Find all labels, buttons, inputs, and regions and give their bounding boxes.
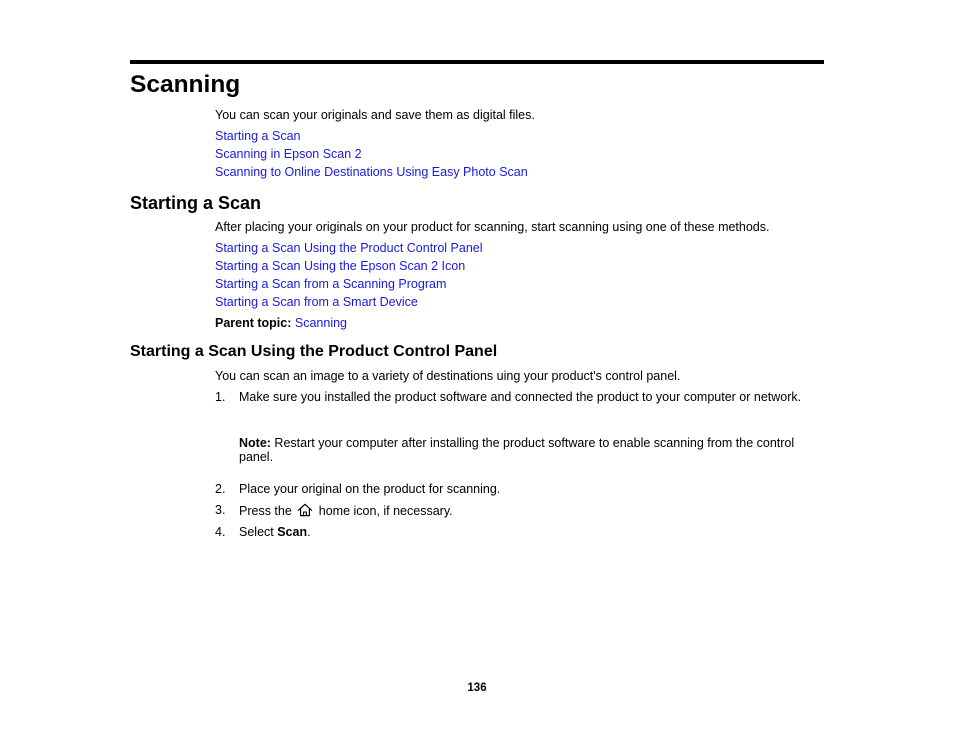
step-3-after: home icon, if necessary. [315,504,453,518]
link-scanning-online-destinations[interactable]: Scanning to Online Destinations Using Easy Photo Scan [215,165,528,179]
step-4-number: 4. [215,525,226,539]
parent-topic [215,316,347,330]
step-1-text: Make sure you installed the product software and connected the product to your computer or network. [239,390,802,404]
note-body: Restart your computer after installing the product software to enable scanning from the control panel. [239,436,795,464]
section1-text: After placing your originals on your product for scanning, start scanning using one of these methods. [215,220,770,234]
home-icon [297,503,313,517]
link-starting-a-scan[interactable]: Starting a Scan [215,129,301,143]
step-4-before: Select [239,525,278,539]
parent-topic-label: Parent topic: [215,316,295,330]
step-2-number: 2. [215,482,226,496]
step-4-bold: Scan [277,525,308,539]
link-scanning-in-epson-scan-2[interactable]: Scanning in Epson Scan 2 [215,147,362,161]
link-scan-smart-device[interactable]: Starting a Scan from a Smart Device [215,295,418,309]
section-heading-control-panel: Starting a Scan Using the Product Control Panel [130,343,498,360]
parent-topic-link[interactable]: Scanning [294,316,347,330]
link-scan-epson-scan-2-icon[interactable]: Starting a Scan Using the Epson Scan 2 Icon [215,259,466,273]
step-4-after: . [307,525,311,539]
note-label: Note: [239,436,271,450]
step-1-number: 1. [215,390,226,404]
intro-text: You can scan your originals and save them as digital files. [215,108,535,122]
section-heading-starting-a-scan: Starting a Scan [130,193,262,213]
title-rule [130,60,824,64]
page-number: 136 [467,682,487,694]
note-text [239,436,831,464]
step-2-text: Place your original on the product for scanning. [239,482,501,496]
step-3-number: 3. [215,503,226,517]
step-4-text [239,525,831,539]
page-title: Scanning [130,71,241,98]
link-scan-scanning-program[interactable]: Starting a Scan from a Scanning Program [215,277,447,291]
step-3-before: Press the [239,504,296,518]
link-scan-control-panel[interactable]: Starting a Scan Using the Product Control Panel [215,241,483,255]
section2-text: You can scan an image to a variety of destinations uing your product's control panel. [215,369,681,383]
step-3-text [239,503,831,518]
